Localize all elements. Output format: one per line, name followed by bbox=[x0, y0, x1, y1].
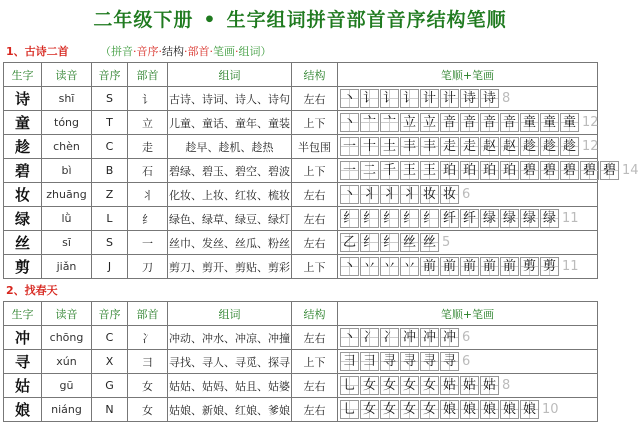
cell-structure: 左右 bbox=[292, 87, 338, 111]
stroke-box: 诗 bbox=[480, 89, 499, 108]
stroke-box: 走 bbox=[440, 137, 459, 156]
table-row bbox=[4, 326, 598, 350]
cell-radical: 立 bbox=[128, 111, 168, 135]
stroke-box: 碧 bbox=[600, 161, 619, 180]
cell-words: 儿童、童话、童年、童装 bbox=[168, 111, 292, 135]
table-row bbox=[4, 87, 598, 111]
cell-radical: 女 bbox=[128, 398, 168, 422]
page-title bbox=[0, 0, 600, 40]
stroke-box: 寻 bbox=[440, 352, 459, 371]
stroke-box: 绿 bbox=[520, 209, 539, 228]
cell-radical: 一 bbox=[128, 231, 168, 255]
cell-seq: B bbox=[92, 159, 128, 183]
cell-pinyin: lǜ bbox=[42, 207, 92, 231]
cell-pinyin: gū bbox=[42, 374, 92, 398]
legend-item: 结构 bbox=[162, 45, 184, 58]
stroke-box: 丷 bbox=[400, 257, 419, 276]
stroke-box: 绿 bbox=[480, 209, 499, 228]
section-title: 2、找春天 bbox=[6, 284, 58, 297]
cell-char: 绿 bbox=[4, 207, 42, 231]
stroke-box: 乚 bbox=[340, 376, 359, 395]
stroke-box: 冲 bbox=[420, 328, 439, 347]
stroke-box: 前 bbox=[420, 257, 439, 276]
cell-strokes bbox=[338, 159, 639, 183]
table-row bbox=[4, 255, 598, 279]
cell-strokes bbox=[338, 326, 598, 350]
cell-seq: C bbox=[92, 135, 128, 159]
stroke-box: 珀 bbox=[440, 161, 459, 180]
stroke-box: 音 bbox=[460, 113, 479, 132]
stroke-box: 计 bbox=[420, 89, 439, 108]
stroke-box: 妆 bbox=[440, 185, 459, 204]
stroke-count: 10 bbox=[542, 402, 559, 417]
stroke-count: 6 bbox=[462, 187, 471, 202]
legend-item: 拼音 bbox=[111, 45, 133, 58]
cell-pinyin: tóng bbox=[42, 111, 92, 135]
stroke-box: 走 bbox=[460, 137, 479, 156]
cell-pinyin: chèn bbox=[42, 135, 92, 159]
stroke-box: 纟 bbox=[340, 209, 359, 228]
stroke-box: 碧 bbox=[560, 161, 579, 180]
stroke-box: 立 bbox=[400, 113, 419, 132]
cell-pinyin: zhuāng bbox=[42, 183, 92, 207]
stroke-box: 娘 bbox=[480, 400, 499, 419]
stroke-count: 6 bbox=[462, 330, 471, 345]
table-row bbox=[4, 183, 598, 207]
stroke-box: 一 bbox=[340, 161, 359, 180]
stroke-box: 女 bbox=[360, 376, 379, 395]
stroke-box: 趁 bbox=[540, 137, 559, 156]
stroke-box: 娘 bbox=[460, 400, 479, 419]
cell-seq: T bbox=[92, 111, 128, 135]
stroke-box: 寻 bbox=[400, 352, 419, 371]
col-header-char: 生字 bbox=[4, 63, 42, 87]
stroke-box: 女 bbox=[420, 400, 439, 419]
cell-strokes bbox=[338, 111, 598, 135]
stroke-box: 土 bbox=[380, 137, 399, 156]
stroke-box: 女 bbox=[400, 376, 419, 395]
col-header-pinyin: 读音 bbox=[42, 63, 92, 87]
section-heading bbox=[0, 40, 600, 62]
cell-radical: 纟 bbox=[128, 207, 168, 231]
col-header-char: 生字 bbox=[4, 302, 42, 326]
stroke-box: 音 bbox=[440, 113, 459, 132]
stroke-box: 丶 bbox=[340, 89, 359, 108]
stroke-box: 绿 bbox=[500, 209, 519, 228]
cell-pinyin: niáng bbox=[42, 398, 92, 422]
cell-strokes bbox=[338, 207, 598, 231]
stroke-box: 女 bbox=[420, 376, 439, 395]
stroke-box: 妆 bbox=[420, 185, 439, 204]
cell-seq: X bbox=[92, 350, 128, 374]
stroke-box: 乚 bbox=[340, 400, 359, 419]
stroke-box: 诗 bbox=[460, 89, 479, 108]
cell-words: 趁早、趁机、趁热 bbox=[168, 135, 292, 159]
col-header-words: 组词 bbox=[168, 302, 292, 326]
stroke-box: 讠 bbox=[360, 89, 379, 108]
stroke-count: 8 bbox=[502, 378, 511, 393]
col-header-pinyin: 读音 bbox=[42, 302, 92, 326]
col-header-structure: 结构 bbox=[292, 302, 338, 326]
cell-pinyin: chōng bbox=[42, 326, 92, 350]
cell-strokes bbox=[338, 135, 598, 159]
stroke-box: 童 bbox=[540, 113, 559, 132]
col-header-words: 组词 bbox=[168, 63, 292, 87]
col-header-seq: 音序 bbox=[92, 63, 128, 87]
table-row bbox=[4, 135, 598, 159]
col-header-seq: 音序 bbox=[92, 302, 128, 326]
stroke-box: 乙 bbox=[340, 233, 359, 252]
col-header-structure: 结构 bbox=[292, 63, 338, 87]
stroke-box: 彐 bbox=[360, 352, 379, 371]
cell-structure: 半包围 bbox=[292, 135, 338, 159]
cell-radical: 走 bbox=[128, 135, 168, 159]
table-row bbox=[4, 231, 598, 255]
legend: （拼音·音序·结构·部首·笔画·组词） bbox=[100, 45, 272, 58]
legend-item: 笔画 bbox=[213, 45, 235, 58]
stroke-count: 8 bbox=[502, 91, 511, 106]
cell-seq: N bbox=[92, 398, 128, 422]
cell-strokes bbox=[338, 374, 598, 398]
stroke-box: 碧 bbox=[520, 161, 539, 180]
stroke-box: 冲 bbox=[400, 328, 419, 347]
cell-char: 童 bbox=[4, 111, 42, 135]
stroke-box: 纤 bbox=[440, 209, 459, 228]
stroke-box: 姑 bbox=[440, 376, 459, 395]
cell-pinyin: shī bbox=[42, 87, 92, 111]
stroke-box: 趁 bbox=[520, 137, 539, 156]
cell-seq: G bbox=[92, 374, 128, 398]
stroke-box: 纟 bbox=[380, 233, 399, 252]
stroke-box: 丶 bbox=[340, 328, 359, 347]
stroke-box: 前 bbox=[440, 257, 459, 276]
cell-radical: 彐 bbox=[128, 350, 168, 374]
stroke-box: 丝 bbox=[420, 233, 439, 252]
stroke-box: 童 bbox=[520, 113, 539, 132]
legend-item: 组词 bbox=[238, 45, 261, 58]
stroke-count: 6 bbox=[462, 354, 471, 369]
cell-structure: 左右 bbox=[292, 398, 338, 422]
stroke-count: 14 bbox=[622, 163, 639, 178]
table-row bbox=[4, 374, 598, 398]
stroke-box: 童 bbox=[560, 113, 579, 132]
cell-strokes bbox=[338, 183, 598, 207]
col-header-radical: 部首 bbox=[128, 63, 168, 87]
table-header-row bbox=[4, 63, 598, 87]
stroke-box: 冫 bbox=[360, 328, 379, 347]
cell-structure: 上下 bbox=[292, 159, 338, 183]
cell-char: 妆 bbox=[4, 183, 42, 207]
cell-radical: 刀 bbox=[128, 255, 168, 279]
stroke-box: 计 bbox=[440, 89, 459, 108]
cell-char: 冲 bbox=[4, 326, 42, 350]
stroke-box: 珀 bbox=[500, 161, 519, 180]
cell-char: 趁 bbox=[4, 135, 42, 159]
stroke-box: 讠 bbox=[380, 89, 399, 108]
cell-words: 寻找、寻人、寻觅、探寻 bbox=[168, 350, 292, 374]
cell-char: 丝 bbox=[4, 231, 42, 255]
stroke-box: 珀 bbox=[480, 161, 499, 180]
stroke-box: 赵 bbox=[500, 137, 519, 156]
table-row bbox=[4, 207, 598, 231]
stroke-count: 12 bbox=[582, 139, 599, 154]
col-header-strokes: 笔顺+笔画 bbox=[338, 63, 598, 87]
stroke-box: 纟 bbox=[420, 209, 439, 228]
stroke-box: 丬 bbox=[400, 185, 419, 204]
cell-char: 娘 bbox=[4, 398, 42, 422]
stroke-box: 音 bbox=[480, 113, 499, 132]
cell-strokes bbox=[338, 87, 598, 111]
stroke-box: 珀 bbox=[460, 161, 479, 180]
cell-structure: 左右 bbox=[292, 231, 338, 255]
cell-words: 碧绿、碧玉、碧空、碧波 bbox=[168, 159, 292, 183]
cell-structure: 上下 bbox=[292, 111, 338, 135]
cell-seq: S bbox=[92, 87, 128, 111]
cell-structure: 左右 bbox=[292, 207, 338, 231]
stroke-box: 纟 bbox=[360, 209, 379, 228]
stroke-box: 娘 bbox=[520, 400, 539, 419]
cell-pinyin: sī bbox=[42, 231, 92, 255]
stroke-box: 纤 bbox=[460, 209, 479, 228]
cell-seq: S bbox=[92, 231, 128, 255]
cell-radical: 石 bbox=[128, 159, 168, 183]
legend-item: 音序 bbox=[136, 45, 159, 58]
cell-pinyin: jiǎn bbox=[42, 255, 92, 279]
stroke-count: 11 bbox=[562, 211, 579, 226]
stroke-box: 娘 bbox=[500, 400, 519, 419]
lesson-sections bbox=[0, 40, 639, 422]
cell-char: 剪 bbox=[4, 255, 42, 279]
table-row bbox=[4, 159, 598, 183]
cell-pinyin: bì bbox=[42, 159, 92, 183]
stroke-count: 11 bbox=[562, 259, 579, 274]
cell-structure: 左右 bbox=[292, 183, 338, 207]
stroke-box: 王 bbox=[420, 161, 439, 180]
stroke-box: 音 bbox=[500, 113, 519, 132]
stroke-count: 5 bbox=[442, 235, 451, 250]
stroke-box: 绿 bbox=[540, 209, 559, 228]
table-row bbox=[4, 111, 598, 135]
title-grade: 二年级下册 bbox=[93, 9, 194, 31]
col-header-radical: 部首 bbox=[128, 302, 168, 326]
cell-char: 姑 bbox=[4, 374, 42, 398]
cell-seq: Z bbox=[92, 183, 128, 207]
stroke-box: 冲 bbox=[440, 328, 459, 347]
stroke-box: 丷 bbox=[380, 257, 399, 276]
word-table bbox=[3, 62, 639, 279]
cell-strokes bbox=[338, 255, 598, 279]
stroke-box: 姑 bbox=[460, 376, 479, 395]
cell-words: 剪刀、剪开、剪贴、剪彩 bbox=[168, 255, 292, 279]
stroke-box: 纟 bbox=[400, 209, 419, 228]
cell-strokes bbox=[338, 350, 598, 374]
cell-radical: 冫 bbox=[128, 326, 168, 350]
title-dot: • bbox=[203, 9, 217, 31]
cell-strokes bbox=[338, 231, 598, 255]
cell-pinyin: xún bbox=[42, 350, 92, 374]
stroke-count: 12 bbox=[582, 115, 599, 130]
stroke-box: 丝 bbox=[400, 233, 419, 252]
stroke-box: 一 bbox=[340, 137, 359, 156]
stroke-box: 亠 bbox=[380, 113, 399, 132]
stroke-box: 剪 bbox=[540, 257, 559, 276]
stroke-box: 丬 bbox=[360, 185, 379, 204]
cell-seq: C bbox=[92, 326, 128, 350]
stroke-box: 女 bbox=[360, 400, 379, 419]
cell-char: 碧 bbox=[4, 159, 42, 183]
cell-strokes bbox=[338, 398, 598, 422]
table-header-row bbox=[4, 302, 598, 326]
cell-words: 姑姑、姑妈、姑且、姑婆 bbox=[168, 374, 292, 398]
stroke-box: 二 bbox=[360, 161, 379, 180]
cell-words: 冲动、冲水、冲凉、冲撞 bbox=[168, 326, 292, 350]
stroke-box: 娘 bbox=[440, 400, 459, 419]
stroke-box: 碧 bbox=[580, 161, 599, 180]
table-row bbox=[4, 350, 598, 374]
stroke-box: 前 bbox=[500, 257, 519, 276]
stroke-box: 王 bbox=[400, 161, 419, 180]
stroke-box: 十 bbox=[360, 137, 379, 156]
stroke-box: 碧 bbox=[540, 161, 559, 180]
stroke-box: 丶 bbox=[340, 185, 359, 204]
cell-char: 诗 bbox=[4, 87, 42, 111]
cell-seq: J bbox=[92, 255, 128, 279]
stroke-box: 彐 bbox=[340, 352, 359, 371]
stroke-box: 寻 bbox=[380, 352, 399, 371]
cell-structure: 左右 bbox=[292, 326, 338, 350]
stroke-box: 寻 bbox=[420, 352, 439, 371]
stroke-box: 千 bbox=[380, 161, 399, 180]
stroke-box: 丰 bbox=[420, 137, 439, 156]
stroke-box: 赵 bbox=[480, 137, 499, 156]
cell-radical: 丬 bbox=[128, 183, 168, 207]
table-row bbox=[4, 398, 598, 422]
word-table bbox=[3, 301, 598, 422]
cell-char: 寻 bbox=[4, 350, 42, 374]
stroke-box: 丶 bbox=[340, 257, 359, 276]
stroke-box: 丰 bbox=[400, 137, 419, 156]
stroke-box: 冫 bbox=[380, 328, 399, 347]
cell-words: 丝巾、发丝、丝瓜、粉丝 bbox=[168, 231, 292, 255]
stroke-box: 前 bbox=[460, 257, 479, 276]
cell-words: 姑娘、新娘、红娘、爹娘 bbox=[168, 398, 292, 422]
cell-structure: 上下 bbox=[292, 350, 338, 374]
stroke-box: 丬 bbox=[380, 185, 399, 204]
legend-item: 部首 bbox=[187, 45, 210, 58]
title-subject: 生字组词拼音部首音序结构笔顺 bbox=[226, 9, 507, 31]
cell-words: 化妆、上妆、红妆、梳妆 bbox=[168, 183, 292, 207]
cell-radical: 讠 bbox=[128, 87, 168, 111]
stroke-box: 亠 bbox=[360, 113, 379, 132]
col-header-strokes: 笔顺+笔画 bbox=[338, 302, 598, 326]
stroke-box: 女 bbox=[400, 400, 419, 419]
section-heading bbox=[0, 279, 600, 301]
cell-words: 绿色、绿草、绿豆、绿灯 bbox=[168, 207, 292, 231]
cell-structure: 左右 bbox=[292, 374, 338, 398]
stroke-box: 丶 bbox=[340, 113, 359, 132]
cell-seq: L bbox=[92, 207, 128, 231]
stroke-box: 纟 bbox=[380, 209, 399, 228]
stroke-box: 立 bbox=[420, 113, 439, 132]
stroke-box: 剪 bbox=[520, 257, 539, 276]
stroke-box: 讠 bbox=[400, 89, 419, 108]
section-title: 1、古诗二首 bbox=[6, 45, 69, 58]
cell-structure: 上下 bbox=[292, 255, 338, 279]
stroke-box: 女 bbox=[380, 400, 399, 419]
stroke-box: 姑 bbox=[480, 376, 499, 395]
stroke-box: 纟 bbox=[360, 233, 379, 252]
stroke-box: 女 bbox=[380, 376, 399, 395]
cell-radical: 女 bbox=[128, 374, 168, 398]
stroke-box: 趁 bbox=[560, 137, 579, 156]
stroke-box: 丷 bbox=[360, 257, 379, 276]
cell-words: 古诗、诗词、诗人、诗句 bbox=[168, 87, 292, 111]
stroke-box: 前 bbox=[480, 257, 499, 276]
